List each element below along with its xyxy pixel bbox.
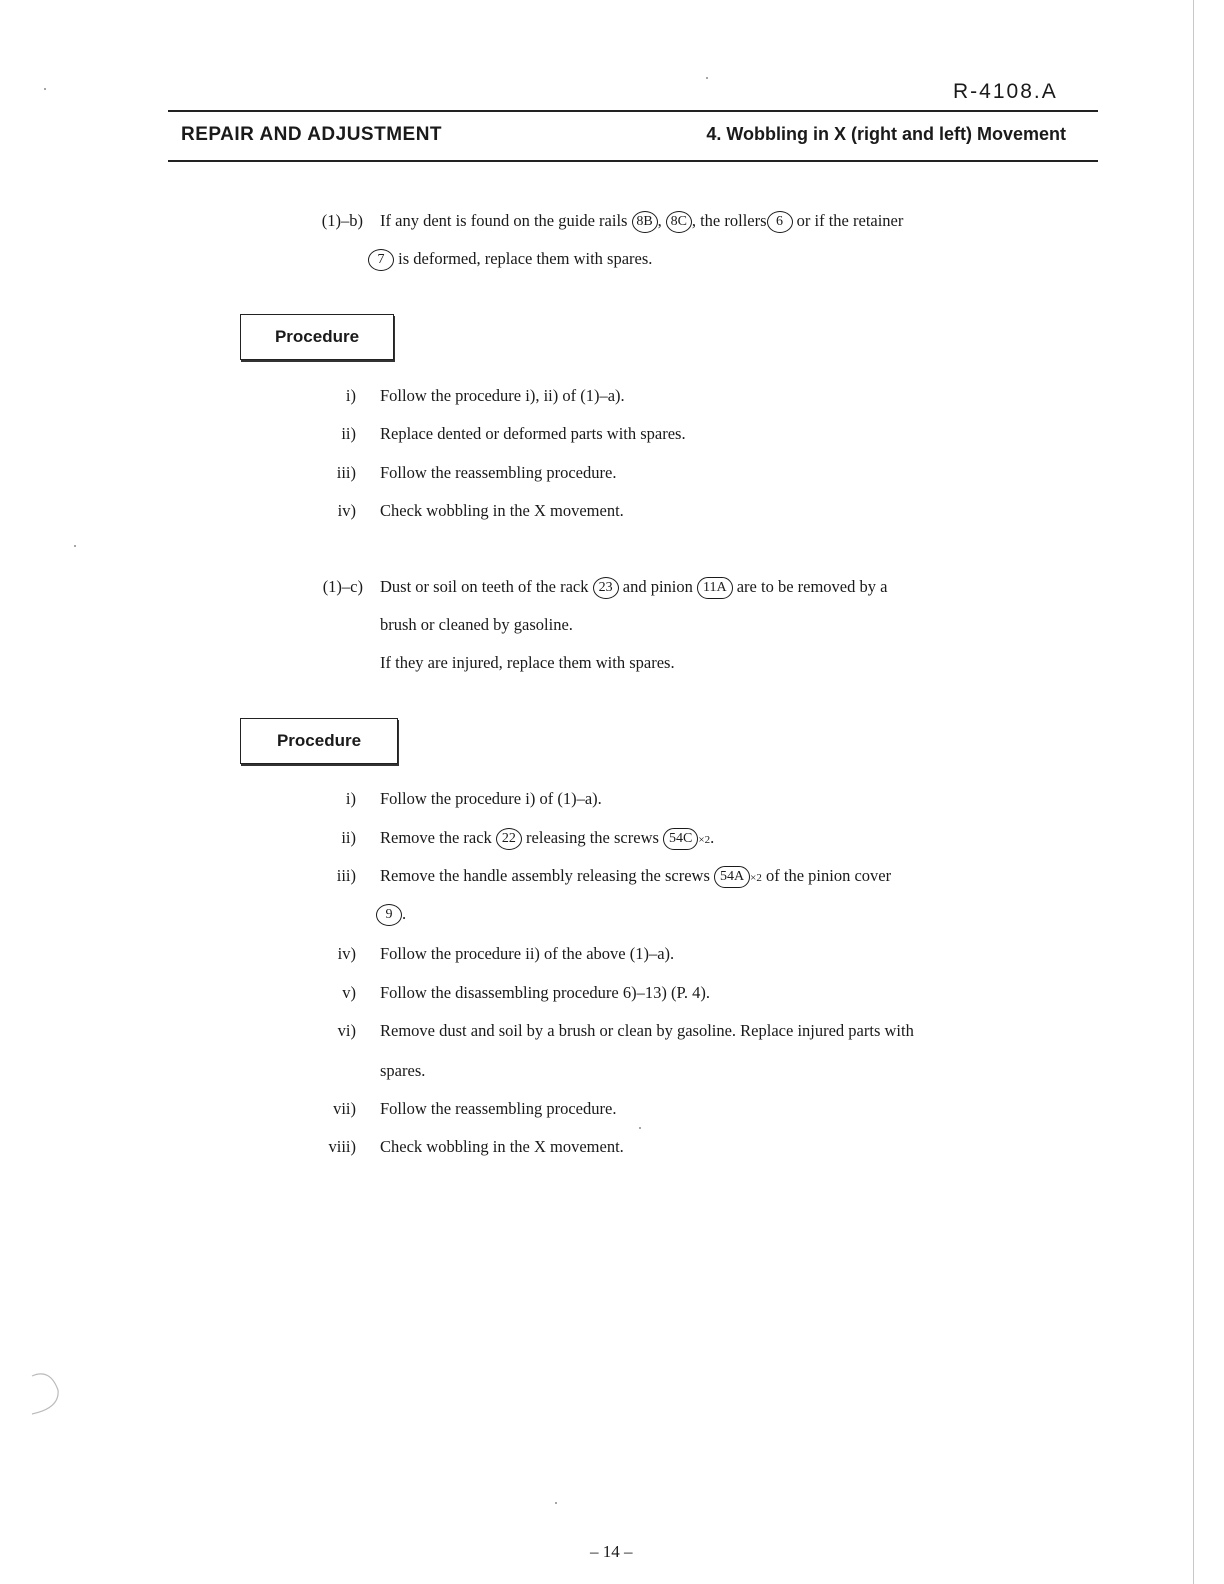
proc1-step-1-text: Follow the procedure i), ii) of (1)–a). [380, 386, 625, 405]
proc2-step-3-period: . [402, 904, 407, 923]
subsection-title: 4. Wobbling in X (right and left) Movement [706, 124, 1066, 144]
proc2-step-6-num: vi) [337, 1021, 356, 1040]
proc2-step-6-line-2: spares. [380, 1061, 426, 1080]
proc2-step-2-num: ii) [341, 828, 356, 847]
proc2-step-4-text: Follow the procedure ii) of the above (1)–a). [380, 944, 675, 963]
proc2-step-3-line-2 [376, 903, 406, 926]
header-rule-top [168, 110, 1098, 112]
proc2-step-2-period: . [710, 828, 715, 847]
proc2-step-5-text: Follow the disassembling procedure 6)–13) (P. 4). [380, 983, 710, 1002]
proc1-step-2-num: ii) [341, 424, 356, 443]
proc1-step-2-text: Replace dented or deformed parts with spares. [380, 424, 686, 443]
item-1c-text-a: Dust or soil on teeth of the rack [380, 577, 589, 596]
callout-22: 22 [496, 828, 522, 850]
proc2-step-6-text: Remove dust and soil by a brush or clean by gasoline. Replace injured parts with [380, 1021, 914, 1040]
scan-speck [44, 88, 46, 90]
item-1b-label: (1)–b) [321, 211, 363, 230]
callout-8c: 8C [666, 211, 692, 233]
item-1c-text-b: and pinion [622, 577, 693, 596]
item-1b-text-c: or if the retainer [796, 211, 904, 230]
callout-9: 9 [376, 904, 402, 926]
proc2-step-1-text: Follow the procedure i) of (1)–a). [380, 789, 602, 808]
proc2-step-2-text-b: releasing the screws [526, 828, 659, 847]
proc2-step-3-num: iii) [336, 866, 356, 885]
item-1c-label: (1)–c) [322, 577, 363, 596]
scan-speck [639, 1127, 641, 1129]
section-title: REPAIR AND ADJUSTMENT [181, 124, 443, 145]
proc1-step-3-num: iii) [336, 463, 356, 482]
proc2-step-2-text [380, 827, 714, 851]
proc2-step-3-text [380, 865, 891, 889]
item-1b-text-d: is deformed, replace them with spares. [398, 249, 653, 268]
callout-11a: 11A [697, 577, 733, 599]
scan-speck [555, 1502, 557, 1504]
procedure-box-1: Procedure [240, 314, 394, 360]
document-number: R-4108.A [953, 80, 1058, 103]
item-1c-line-2: brush or cleaned by gasoline. [380, 615, 573, 634]
proc1-step-4-num: iv) [337, 501, 356, 520]
proc1-step-3-text: Follow the reassembling procedure. [380, 463, 617, 482]
item-1c-text-c: are to be removed by a [736, 577, 888, 596]
page-number: – 14 – [590, 1542, 633, 1561]
proc2-step-3-text-b: of the pinion cover [766, 866, 892, 885]
item-1c-line-3: If they are injured, replace them with spares. [380, 653, 675, 672]
procedure-box-2: Procedure [240, 718, 398, 764]
proc1-step-1-num: i) [345, 386, 356, 405]
proc2-step-1-num: i) [345, 789, 356, 808]
proc2-step-8-text: Check wobbling in the X movement. [380, 1137, 624, 1156]
callout-23: 23 [593, 577, 619, 599]
proc2-step-5-num: v) [342, 983, 356, 1002]
header-rule-bottom [168, 160, 1098, 162]
scan-edge-line [1193, 0, 1194, 1584]
proc2-step-2-text-a: Remove the rack [380, 828, 492, 847]
binder-hole-mark [28, 1370, 68, 1420]
proc2-step-3-text-a: Remove the handle assembly releasing the screws [380, 866, 710, 885]
callout-54a: 54A [714, 866, 750, 888]
proc1-step-4-text: Check wobbling in the X movement. [380, 501, 624, 520]
item-1b-sep: , [657, 211, 662, 230]
item-1b-text-b: , the rollers [691, 211, 767, 230]
proc2-step-4-num: iv) [337, 944, 356, 963]
callout-6: 6 [767, 211, 793, 233]
callout-7: 7 [368, 249, 394, 271]
proc2-step-7-num: vii) [333, 1099, 356, 1118]
item-1b-text-a: If any dent is found on the guide rails [380, 211, 628, 230]
quantity-x2: ×2 [698, 834, 711, 846]
item-1c-line-1 [380, 576, 887, 599]
proc2-step-7-text: Follow the reassembling procedure. [380, 1099, 617, 1118]
callout-8b: 8B [632, 211, 658, 233]
quantity-x2: ×2 [750, 872, 762, 884]
item-1b-line-1 [380, 210, 903, 233]
scan-speck [706, 77, 708, 79]
scan-speck [74, 545, 76, 547]
proc2-step-8-num: viii) [328, 1137, 356, 1156]
callout-54c: 54C [663, 828, 698, 850]
item-1b-line-2 [368, 248, 652, 271]
